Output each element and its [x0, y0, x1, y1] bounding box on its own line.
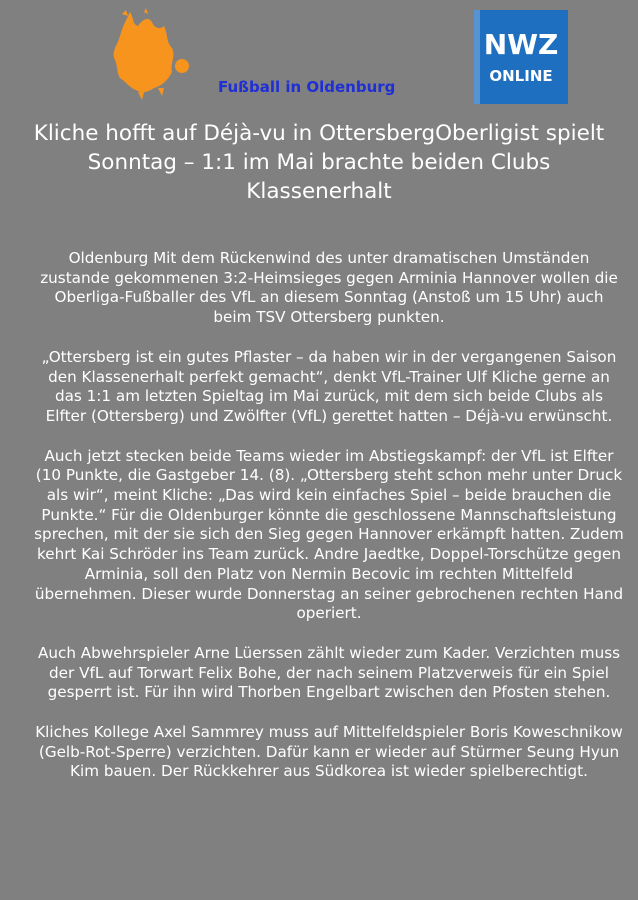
article-paragraph: Auch jetzt stecken beide Teams wieder im Abstiegskampf: der VfL ist Elfter (10 Punkte, die Gastgeber 14. (8). „Ottersberg steht schon mehr unter Druck als wir“, meint Kliche: „Das wird kein einfaches Spiel – beide brauchen die Punkte.“ Für die Oldenburger könnte die geschlossene Mannschaftsleistung sprechen, mit der sie sich den Sieg gegen Hannover erkämpft hatten. Zudem kehrt Kai Schröder ins Team zurück. Andre Jaedtke, Doppel-Torschütze gegen Arminia, soll den Platz von Nermin Becovic im rechten Mittelfeld übernehmen. Dieser wurde Donnerstag an seiner gebrochenen rechten Hand operiert.: [34, 446, 624, 623]
article-paragraph: Oldenburg Mit dem Rückenwind des unter dramatischen Umständen zustande gekommenen 3:2-Heimsieges gegen Arminia Hannover wollen die Oberliga-Fußballer des VfL an diesem Sonntag (Anstoß um 15 Uhr) auch beim TSV Ottersberg punkten.: [40, 249, 618, 327]
nwz-online-logo[interactable]: [474, 10, 568, 104]
article-paragraph: „Ottersberg ist ein gutes Pflaster – da haben wir in der vergangenen Saison den Klassenerhalt perfekt gemacht“, denkt VfL-Trainer Ulf Kliche gerne an das 1:1 am letzten Spieltag im Mai zurück, mit dem sich beide Clubs als Elfter (Ottersberg) und Zwölfter (VfL) gerettet hatten – Déjà-vu erwünscht.: [41, 347, 617, 425]
article-body: [34, 249, 624, 802]
logo-line-nwz: NWZ: [483, 28, 559, 61]
section-kicker: Fußball in Oldenburg: [218, 78, 396, 96]
article-headline: Kliche hofft auf Déjà-vu in OttersbergOberligist spielt Sonntag – 1:1 im Mai brachte beiden Clubs Klassenerhalt: [33, 121, 605, 204]
article-paragraph: Auch Abwehrspieler Arne Lüerssen zählt wieder zum Kader. Verzichten muss der VfL auf Torwart Felix Bohe, der nach seinem Platzverweis für ein Spiel gesperrt ist. Für ihn wird Thorben Engelbart zwischen den Pfosten stehen.: [37, 643, 621, 702]
article-paragraph: Kliches Kollege Axel Sammrey muss auf Mittelfeldspieler Boris Koweschnikow (Gelb-Rot-Sperre) verzichten. Dafür kann er wieder auf Stürmer Seung Hyun Kim bauen. Der Rückkehrer aus Südkorea ist wieder spielberechtigt.: [35, 723, 623, 781]
paint-splash-decoration: [108, 8, 192, 100]
logo-line-online: ONLINE: [489, 67, 553, 85]
